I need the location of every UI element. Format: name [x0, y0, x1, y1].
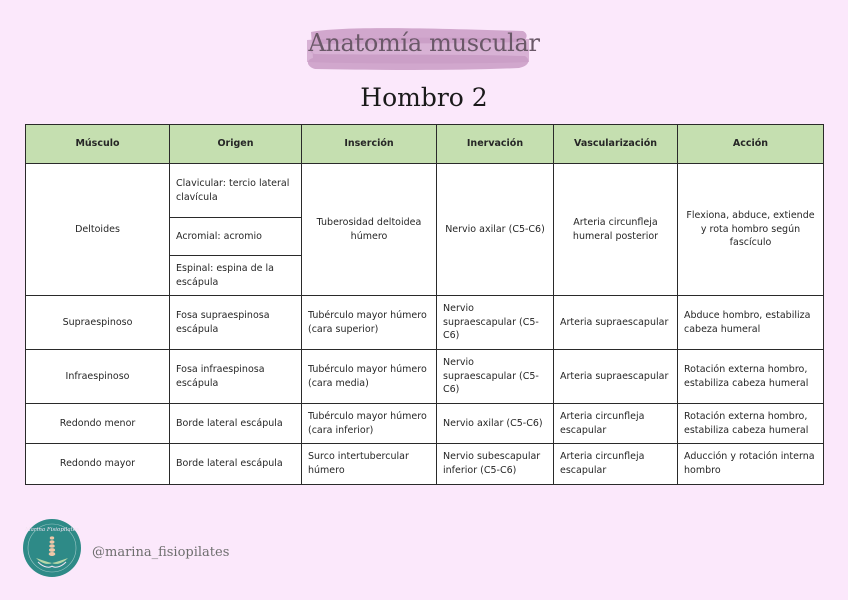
innervation-cell: Nervio axilar (C5-C6) — [437, 404, 554, 444]
origin-cell: Espinal: espina de la escápula — [170, 256, 302, 296]
muscle-table — [25, 124, 824, 485]
origin-cell: Borde lateral escápula — [170, 404, 302, 444]
table-row — [26, 404, 824, 444]
innervation-cell: Nervio subescapular inferior (C5-C6) — [437, 444, 554, 485]
origin-cell: Clavicular: tercio lateral clavícula — [170, 164, 302, 218]
social-handle: @marina_fisiopilates — [92, 545, 230, 560]
column-header: Origen — [170, 125, 302, 164]
origin-cell: Fosa supraespinosa escápula — [170, 296, 302, 350]
insertion-cell: Surco intertubercular húmero — [302, 444, 437, 485]
table-row — [26, 164, 824, 218]
origin-cell: Acromial: acromio — [170, 218, 302, 256]
insertion-cell: Tubérculo mayor húmero (cara superior) — [302, 296, 437, 350]
brand-logo — [22, 518, 82, 578]
muscle-name-cell: Redondo mayor — [26, 444, 170, 485]
vascularization-cell: Arteria supraescapular — [554, 350, 678, 404]
action-cell: Rotación externa hombro, estabiliza cabeza humeral — [678, 350, 824, 404]
origin-cell: Fosa infraespinosa escápula — [170, 350, 302, 404]
svg-text:Marina Fisiopilates: Marina Fisiopilates — [25, 527, 79, 533]
vascularization-cell: Arteria circunfleja escapular — [554, 404, 678, 444]
innervation-cell: Nervio axilar (C5-C6) — [437, 164, 554, 296]
insertion-cell: Tubérculo mayor húmero (cara inferior) — [302, 404, 437, 444]
vascularization-cell: Arteria circunfleja humeral posterior — [554, 164, 678, 296]
action-cell: Rotación externa hombro, estabiliza cabeza humeral — [678, 404, 824, 444]
column-header: Inserción — [302, 125, 437, 164]
table-row — [26, 350, 824, 404]
action-cell: Aducción y rotación interna hombro — [678, 444, 824, 485]
column-header: Acción — [678, 125, 824, 164]
subject-title: Anatomía muscular — [308, 29, 540, 57]
muscle-name-cell: Deltoides — [26, 164, 170, 296]
insertion-cell: Tuberosidad deltoidea húmero — [302, 164, 437, 296]
column-header: Vascularización — [554, 125, 678, 164]
action-cell: Flexiona, abduce, extiende y rota hombro según fascículo — [678, 164, 824, 296]
muscle-name-cell: Supraespinoso — [26, 296, 170, 350]
origin-cell: Borde lateral escápula — [170, 444, 302, 485]
action-cell: Abduce hombro, estabiliza cabeza humeral — [678, 296, 824, 350]
vascularization-cell: Arteria circunfleja escapular — [554, 444, 678, 485]
column-header: Músculo — [26, 125, 170, 164]
muscle-name-cell: Infraespinoso — [26, 350, 170, 404]
column-header: Inervación — [437, 125, 554, 164]
page-title: Hombro 2 — [360, 83, 488, 112]
muscle-name-cell: Redondo menor — [26, 404, 170, 444]
insertion-cell: Tubérculo mayor húmero (cara media) — [302, 350, 437, 404]
table-header-row — [26, 125, 824, 164]
innervation-cell: Nervio supraescapular (C5-C6) — [437, 296, 554, 350]
vascularization-cell: Arteria supraescapular — [554, 296, 678, 350]
table-row — [26, 444, 824, 485]
table-row — [26, 296, 824, 350]
innervation-cell: Nervio supraescapular (C5-C6) — [437, 350, 554, 404]
